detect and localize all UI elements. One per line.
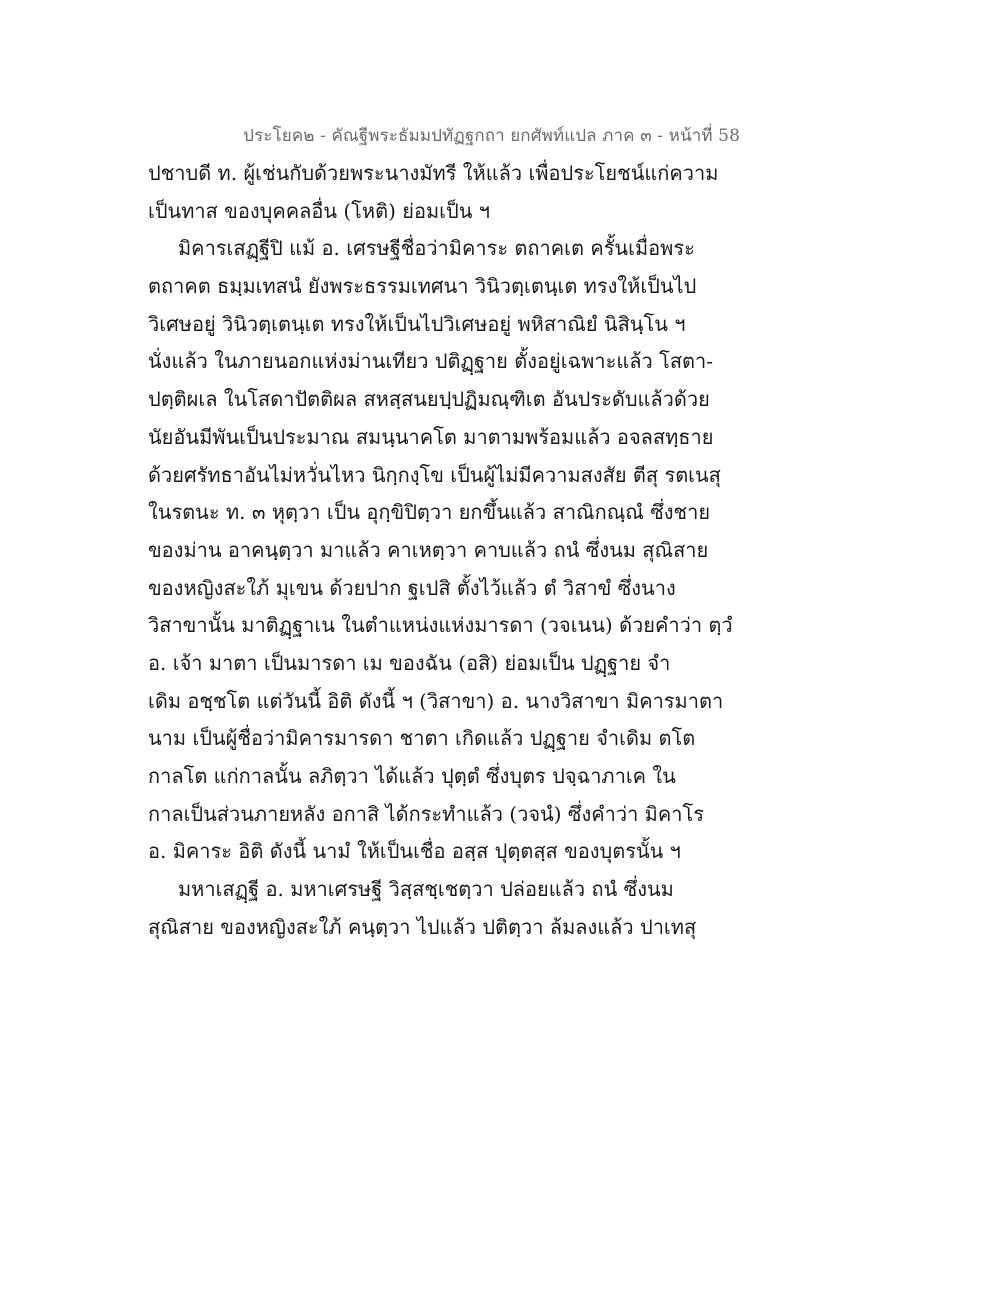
text-line: ของหญิงสะใภ้ มุเขน ด้วยปาก ฐเปสิ ตั้งไว้แล้ว ตํ วิสาขํ ซึ่งนาง: [148, 575, 676, 600]
text-line: อ. เจ้า มาตา เป็นมารดา เม ของฉัน (อสิ) ย่อมเป็น ปฏฺฐาย จำ: [148, 650, 671, 675]
text-line: นั่งแล้ว ในภายนอกแห่งม่านเทียว ปติฏฺฐาย ตั้งอยู่เฉพาะแล้ว โสตา-: [148, 349, 713, 374]
text-line: ของม่าน อาคนฺตฺวา มาแล้ว คาเหตฺวา คาบแล้ว ถนํ ซึ่งนม สุณิสาย: [148, 537, 709, 562]
text-line: ปตฺติผเล ในโสดาปัตติผล สหสฺสนยปฺปฏิมณฺฑิเต อันประดับแล้วด้วย: [148, 387, 710, 412]
body-text: [148, 155, 733, 946]
text-line: เดิม อชฺชโต แต่วันนี้ อิติ ดังนี้ ฯ (วิสาขา) อ. นางวิสาขา มิคารมาตา: [148, 688, 724, 713]
text-line: กาลเป็นส่วนภายหลัง อกาสิ ได้กระทำแล้ว (วจนํ) ซึ่งคำว่า มิคาโร: [148, 801, 704, 826]
paragraph-start-line: มิคารเสฏฺฐีปิ แม้ อ. เศรษฐีชื่อว่ามิคาระ ตถาคเต ครั้นเมื่อพระ: [178, 236, 695, 261]
text-line: กาลโต แก่กาลนั้น ลภิตฺวา ได้แล้ว ปุตฺตํ ซึ่งบุตร ปจฺฉาภาเค ใน: [148, 764, 676, 788]
text-line: วิสาขานั้น มาติฏฺฐาเน ในตำแหน่งแห่งมารดา (วจเนน) ด้วยคำว่า ตฺวํ: [148, 613, 733, 638]
text-line: อ. มิคาระ อิติ ดังนี้ นามํ ให้เป็นเชื่อ อสฺส ปุตฺตสฺส ของบุตรนั้น ฯ: [148, 839, 681, 864]
text-line: ตถาคต ธมฺมเทสนํ ยังพระธรรมเทศนา วินิวตฺเตนฺเต ทรงให้เป็นไป: [148, 274, 697, 299]
paragraph-start-line: มหาเสฏฺฐี อ. มหาเศรษฐี วิสฺสชฺเชตฺวา ปล่อยแล้ว ถนํ ซึ่งนม: [178, 877, 674, 902]
text-line: ในรตนะ ท. ๓ หุตฺวา เป็น อุกฺขิปิตฺวา ยกขึ้นแล้ว สาณิกณฺณํ ซึ่งชาย: [148, 500, 711, 525]
running-header: ประโยค๒ - คัณฐีพระธัมมปทัฏฐกถา ยกศัพท์แปล ภาค ๓ - หน้าที่ 58: [243, 126, 740, 146]
text-line: วิเศษอยู่ วินิวตฺเตนฺเต ทรงให้เป็นไปวิเศษอยู่ พหิสาณิยํ นิสินฺโน ฯ: [148, 311, 686, 336]
text-line: นาม เป็นผู้ชื่อว่ามิคารมารดา ชาตา เกิดแล้ว ปฏฺฐาย จำเดิม ตโต: [148, 726, 696, 751]
text-line: นัยอันมีพันเป็นประมาณ สมนฺนาคโต มาตามพร้อมแล้ว อจลสทฺธาย: [148, 424, 714, 449]
text-line: สุณิสาย ของหญิงสะใภ้ คนฺตฺวา ไปแล้ว ปติตฺวา ล้มลงแล้ว ปาเทสุ: [148, 914, 697, 939]
text-line: ปชาบดี ท. ผู้เช่นกับด้วยพระนางมัทรี ให้แล้ว เพื่อประโยชน์แก่ความ: [148, 161, 719, 185]
text-line: ด้วยศรัทธาอันไม่หวั่นไหว นิกฺกงฺโข เป็นผู้ไม่มีความสงสัย ตีสุ รตเนสุ: [148, 462, 721, 487]
text-line: เป็นทาส ของบุคคลอื่น (โหติ) ย่อมเป็น ฯ: [148, 198, 490, 223]
